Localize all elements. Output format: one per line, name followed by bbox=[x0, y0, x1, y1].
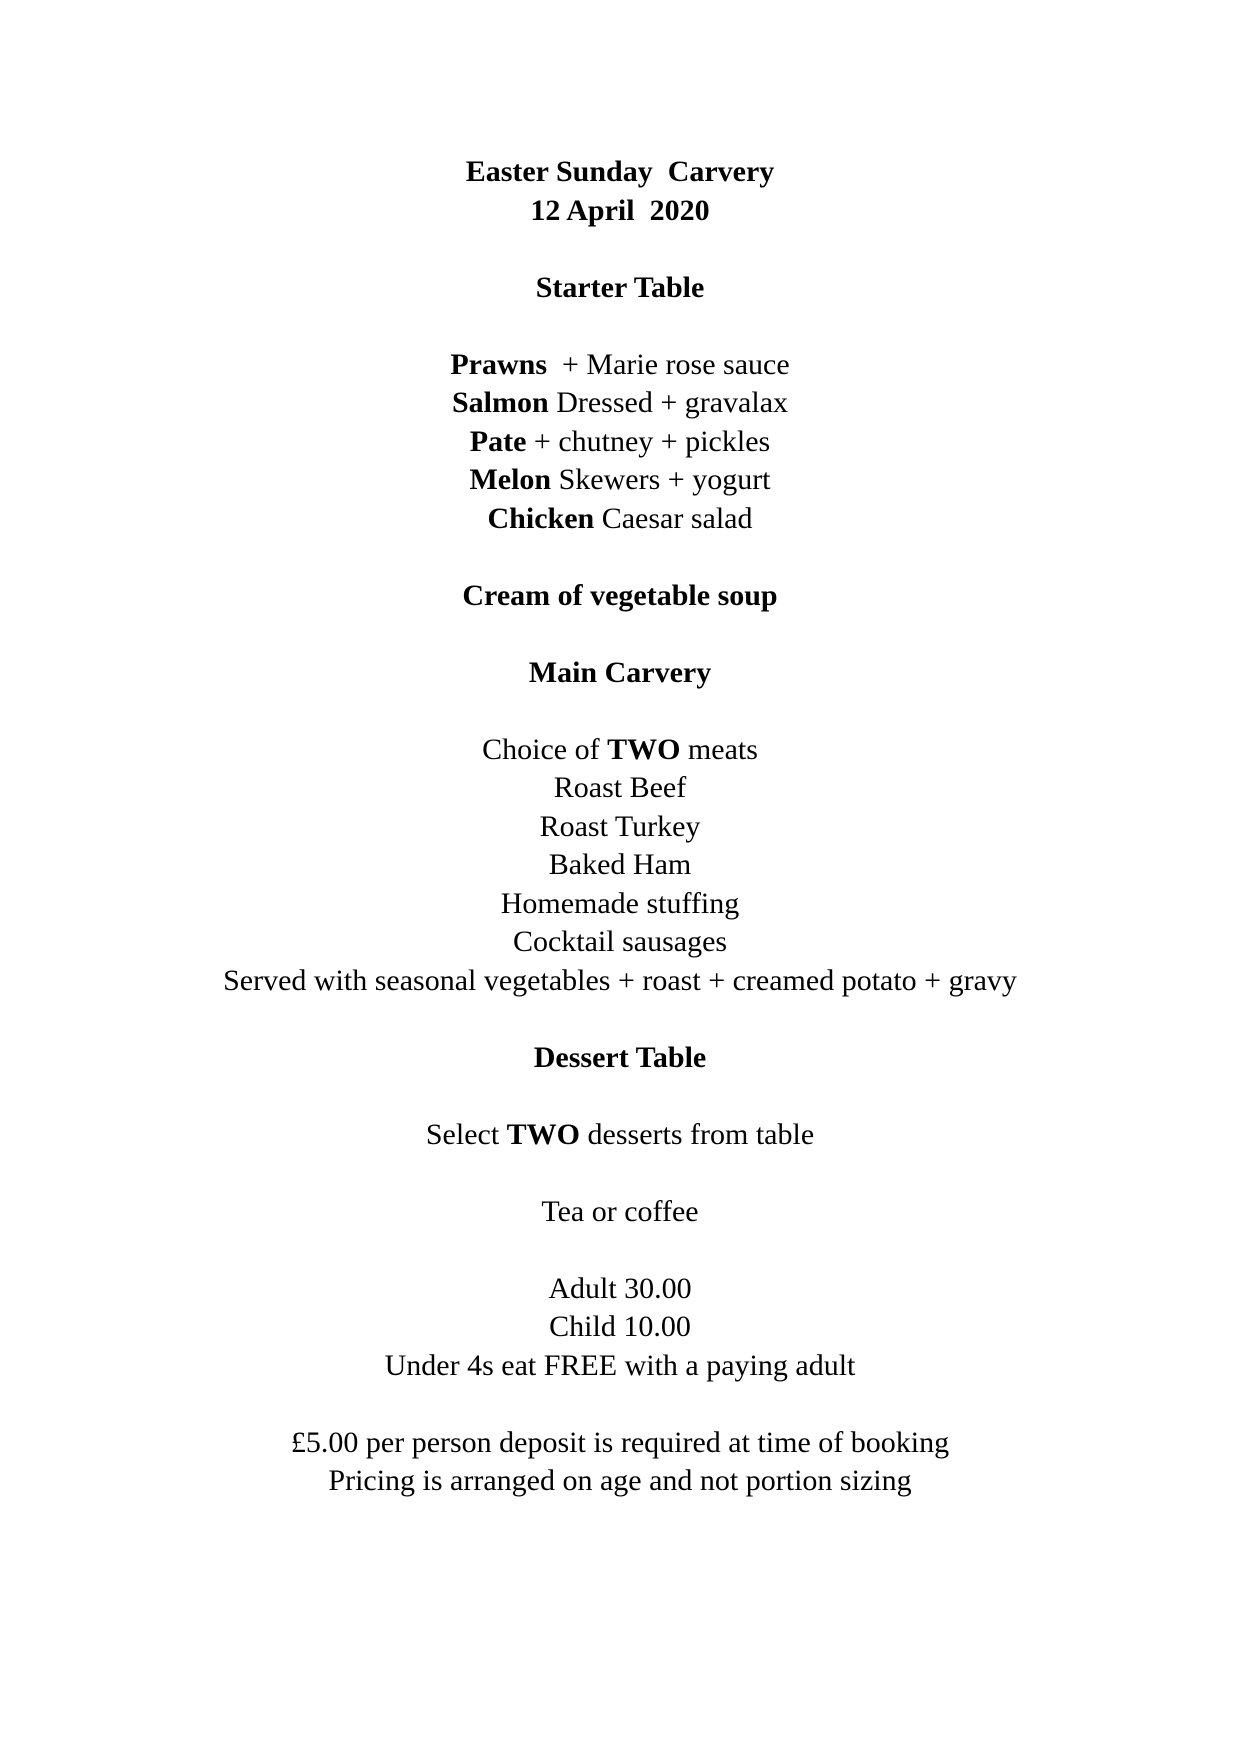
spacer bbox=[0, 1077, 1240, 1116]
starter-item-name: Chicken bbox=[487, 501, 595, 535]
starter-item-salmon bbox=[0, 384, 1240, 423]
starter-item-desc: + Marie rose sauce bbox=[547, 347, 790, 381]
starter-item-chicken bbox=[0, 500, 1240, 539]
drinks-line: Tea or coffee bbox=[541, 1194, 699, 1228]
starter-item-melon bbox=[0, 461, 1240, 500]
soup-heading: Cream of vegetable soup bbox=[462, 578, 778, 612]
main-choice-prefix: Choice of bbox=[482, 732, 608, 766]
starter-item-pate bbox=[0, 423, 1240, 462]
main-choice-suffix: meats bbox=[680, 732, 758, 766]
spacer bbox=[0, 230, 1240, 269]
main-heading: Main Carvery bbox=[528, 655, 712, 689]
main-item: Baked Ham bbox=[548, 848, 692, 881]
starter-heading: Starter Table bbox=[535, 270, 705, 304]
spacer bbox=[0, 1231, 1240, 1270]
spacer bbox=[0, 1000, 1240, 1039]
price-under4: Under 4s eat FREE with a paying adult bbox=[384, 1348, 856, 1382]
starter-item-name: Salmon bbox=[451, 386, 549, 419]
spacer bbox=[0, 538, 1240, 577]
dessert-select-prefix: Select bbox=[425, 1117, 507, 1151]
menu-date: 12 April 2020 bbox=[530, 193, 710, 227]
menu-document bbox=[0, 153, 1240, 1501]
dessert-heading: Dessert Table bbox=[533, 1040, 707, 1074]
main-item: Homemade stuffing bbox=[500, 886, 740, 920]
dessert-select-line bbox=[0, 1116, 1240, 1155]
starter-item-desc: Dressed + gravalax bbox=[548, 386, 789, 419]
starter-item-name: Prawns bbox=[450, 347, 547, 381]
dessert-select-emphasis: TWO bbox=[506, 1117, 581, 1151]
starter-item-name: Melon bbox=[469, 463, 552, 496]
pricing-policy-note: Pricing is arranged on age and not portion sizing bbox=[328, 1464, 912, 1497]
main-served-with: Served with seasonal vegetables + roast + creamed potato + gravy bbox=[223, 963, 1017, 997]
main-choice-line bbox=[0, 731, 1240, 770]
main-choice-emphasis: TWO bbox=[607, 732, 681, 766]
main-item: Roast Turkey bbox=[539, 809, 701, 843]
starter-item-desc: Skewers + yogurt bbox=[551, 463, 771, 496]
spacer bbox=[0, 692, 1240, 731]
spacer bbox=[0, 615, 1240, 654]
main-item: Cocktail sausages bbox=[512, 925, 728, 958]
spacer bbox=[0, 307, 1240, 346]
spacer bbox=[0, 1154, 1240, 1193]
price-child: Child 10.00 bbox=[549, 1310, 691, 1343]
starter-item-desc: Caesar salad bbox=[594, 501, 753, 535]
main-item: Roast Beef bbox=[553, 771, 687, 804]
deposit-note: £5.00 per person deposit is required at time of booking bbox=[290, 1425, 950, 1459]
menu-title: Easter Sunday Carvery bbox=[465, 155, 775, 188]
starter-item-desc: + chutney + pickles bbox=[526, 424, 771, 458]
price-adult: Adult 30.00 bbox=[548, 1271, 692, 1305]
dessert-select-suffix: desserts from table bbox=[580, 1117, 815, 1151]
starter-item-name: Pate bbox=[469, 424, 527, 458]
spacer bbox=[0, 1385, 1240, 1424]
starter-item-prawns bbox=[0, 346, 1240, 385]
